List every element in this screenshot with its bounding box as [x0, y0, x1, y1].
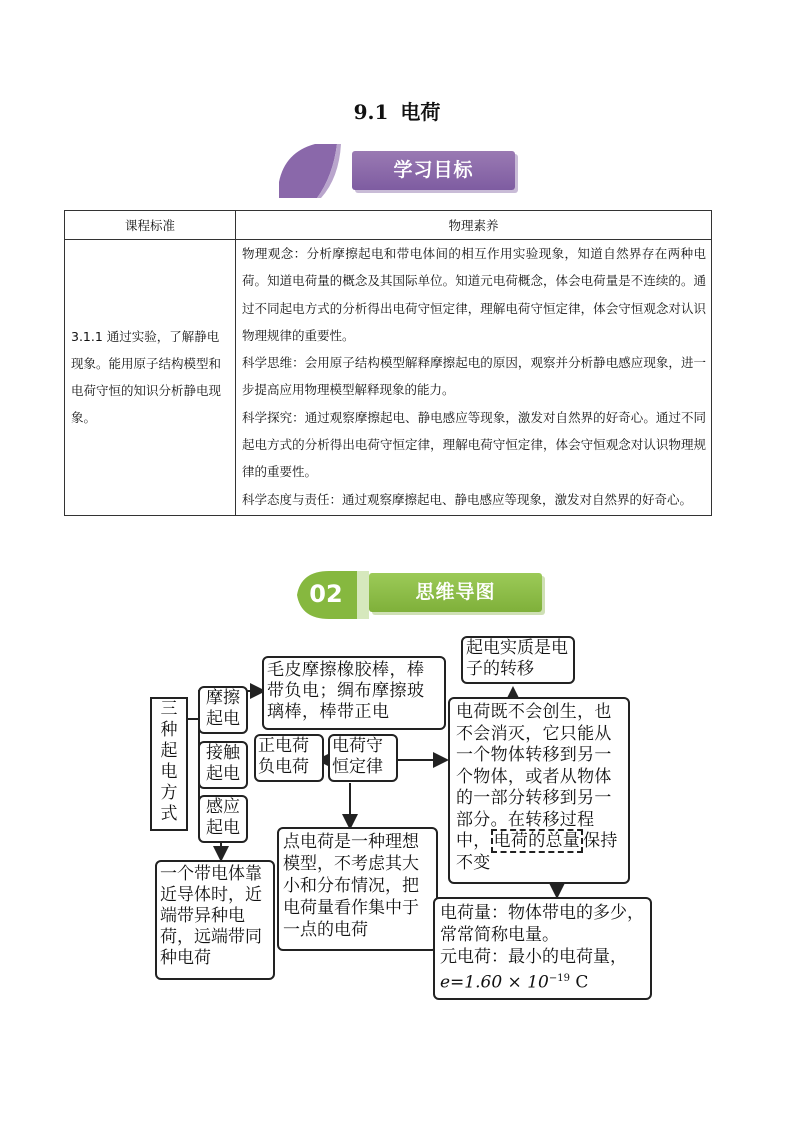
section-number: 9.1 [353, 100, 389, 124]
header-curriculum: 课程标准 [65, 211, 236, 240]
conservation-detail-box [448, 697, 630, 884]
header-literacy: 物理素养 [236, 211, 712, 240]
friction-detail-box: 毛皮摩擦橡胶棒，棒带负电；绸布摩擦玻璃棒，棒带正电 [262, 656, 446, 730]
section-title: 电荷 [400, 100, 441, 124]
literacy-inquiry: 科学探究：通过观察摩擦起电、静电感应等现象，激发对自然界的好奇心。通过不同起电方式的分析得出电荷守恒定律，理解电荷守恒定律，体会守恒观念对认识物理规律的重要性。 [242, 409, 706, 480]
induction-detail-box: 一个带电体靠近导体时，近端带异种电荷，远端带同种电荷 [155, 860, 275, 980]
quantity-line-2: 元电荷：最小的电荷量， [440, 947, 627, 967]
section-number-badge: 02 [309, 580, 343, 608]
literacy-thinking: 科学思维：会用原子结构模型解释摩擦起电的原因，观察并分析静电感应现象，进一步提高应用物理模型解释现象的能力。 [242, 355, 706, 398]
quantity-line-1: 电荷量：物体带电的多少，常常简称电量。 [440, 903, 644, 945]
learning-goals-banner: 学习目标 [352, 151, 515, 190]
formula-prefix: e=1.60 × 10 [440, 972, 549, 993]
total-charge-highlight: 电荷的总量 [491, 829, 584, 853]
induction-box: 感应起电 [198, 795, 248, 843]
point-charge-box: 点电荷是一种理想模型，不考虑其大小和分布情况，把电荷量看作集中于一点的电荷 [277, 827, 438, 951]
conservation-box: 电荷守恒定律 [328, 734, 398, 782]
formula-unit: C [569, 972, 589, 993]
three-ways-box: 三种起电方式 [150, 697, 188, 831]
mind-map-banner: 思维导图 [369, 573, 542, 612]
conservation-detail-text: 电荷既不会创生，也不会消灭，它只能从一个物体转移到另一个物体，或者从物体的一部分转移到另一部分。在转移过程中， [456, 702, 612, 851]
friction-box: 摩擦起电 [198, 686, 248, 734]
conservation-tail-text: 保持不变 [456, 831, 618, 873]
formula-exponent: −19 [548, 973, 570, 984]
literacy-concept: 物理观念：分析摩擦起电和带电体间的相互作用实验现象，知道自然界存在两种电荷。知道电荷量的概念及其国际单位。知道元电荷概念，体会电荷量是不连续的。通过不同起电方式的分析得出电荷守恒定律，理解电荷守恒定律，体会守恒观念对认识物理规律的重要性。 [242, 246, 706, 343]
curriculum-standard: 3.1.1 通过实验，了解静电现象。能用原子结构模型和电荷守恒的知识分析静电现象。 [65, 240, 236, 516]
pos-neg-box: 正电荷负电荷 [254, 734, 324, 782]
elementary-charge-formula [440, 973, 549, 993]
essence-box: 起电实质是电子的转移 [461, 636, 575, 684]
charge-quantity-box [433, 897, 652, 1000]
contact-box: 接触起电 [198, 741, 248, 789]
literacy-attitude: 科学态度与责任：通过观察摩擦起电、静电感应等现象，激发对自然界的好奇心。 [242, 491, 693, 507]
